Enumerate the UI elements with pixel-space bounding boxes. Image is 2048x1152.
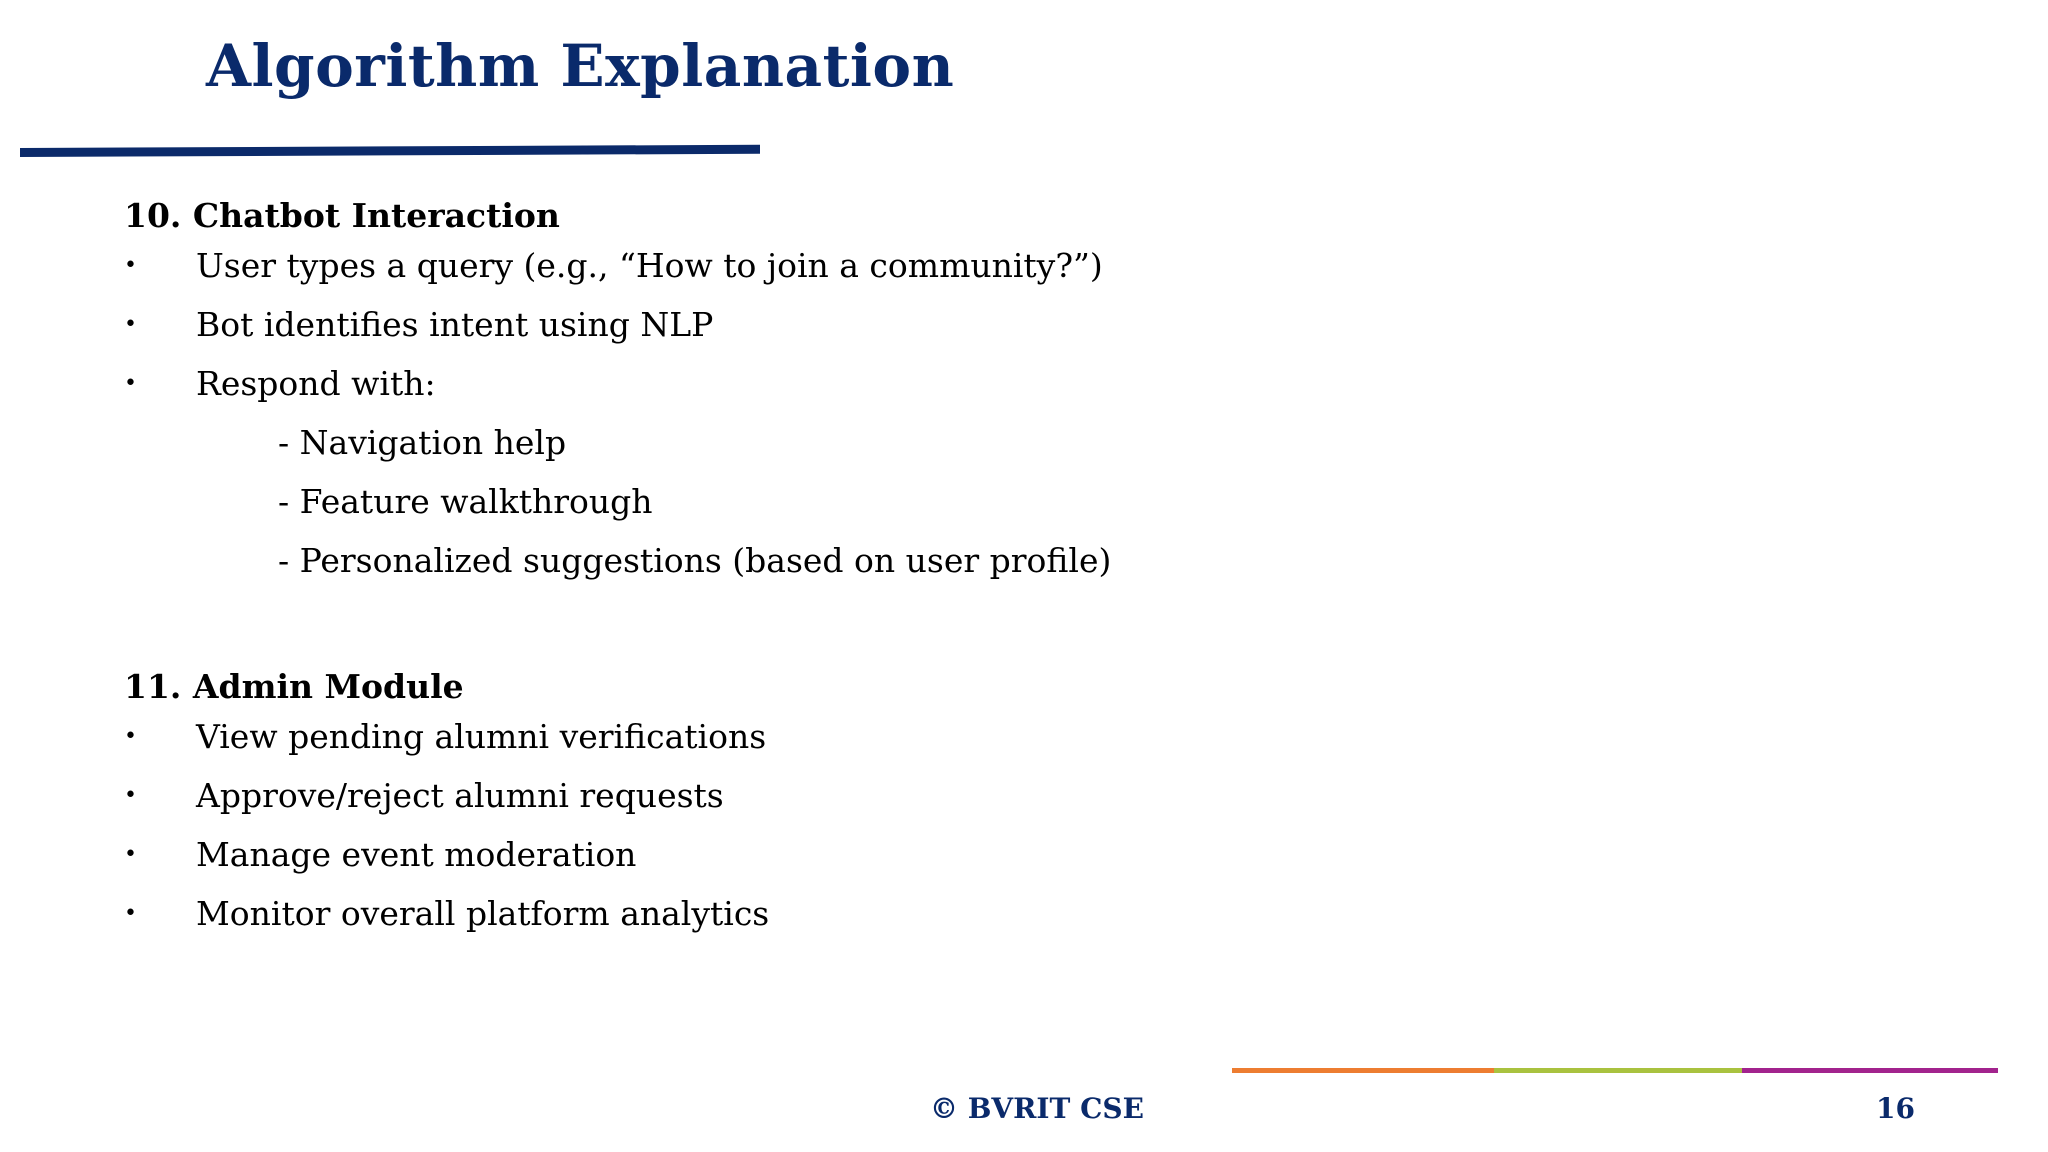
bullet-icon: • [124, 901, 137, 926]
footer-copyright: © BVRIT CSE [930, 1092, 1144, 1125]
bullet-text: View pending alumni verifications [196, 717, 767, 756]
bullet-icon: • [124, 253, 137, 278]
footer-accent-purple [1742, 1068, 1998, 1073]
section-heading-chatbot: 10. Chatbot Interaction [124, 196, 560, 235]
sub-list-item: - Personalized suggestions (based on user profile) [278, 541, 1112, 580]
bullet-text: Respond with: [196, 364, 436, 403]
sub-list-item: - Navigation help [278, 423, 567, 462]
footer-accent-orange [1232, 1068, 1494, 1073]
bullet-icon: • [124, 783, 137, 808]
bullet-text: Manage event moderation [196, 835, 637, 874]
bullet-icon: • [124, 724, 137, 749]
bullet-text: Monitor overall platform analytics [196, 894, 770, 933]
bullet-text: Approve/reject alumni requests [196, 776, 724, 815]
bullet-icon: • [124, 312, 137, 337]
bullet-text: User types a query (e.g., “How to join a community?”) [196, 246, 1103, 285]
section-heading-admin: 11. Admin Module [124, 667, 464, 706]
bullet-icon: • [124, 371, 137, 396]
bullet-text: Bot identifies intent using NLP [196, 305, 714, 344]
page-number: 16 [1876, 1092, 1915, 1125]
sub-list-item: - Feature walkthrough [278, 482, 653, 521]
footer-accent-green [1494, 1068, 1742, 1073]
title-underline [20, 145, 760, 157]
bullet-icon: • [124, 842, 137, 867]
slide-title: Algorithm Explanation [206, 32, 955, 100]
